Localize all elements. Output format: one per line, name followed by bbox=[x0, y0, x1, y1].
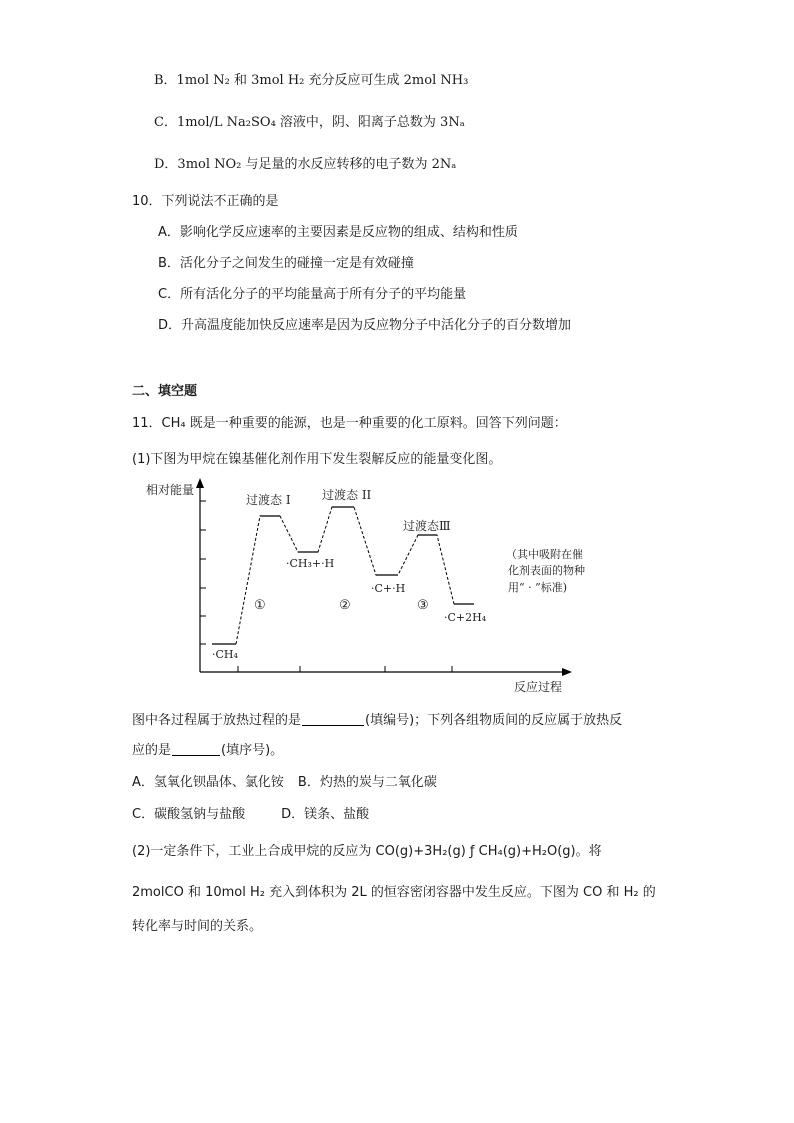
q11-part2-line2: 2molCO 和 10mol H₂ 充入到体积为 2L 的恒容密闭容器中发生反应。下图为 CO 和 H₂ 的 bbox=[132, 885, 656, 900]
q11-part1-question-cont bbox=[132, 742, 283, 760]
choice-b: B．灼热的炭与二氧化碳 bbox=[297, 775, 437, 790]
answer-blank-1[interactable] bbox=[302, 713, 364, 726]
y-ticks bbox=[200, 501, 206, 644]
state3-label: ·C+2H₄ bbox=[444, 611, 487, 624]
y-axis-arrow bbox=[196, 478, 204, 488]
state0-label: ·CH₄ bbox=[212, 648, 238, 661]
q11-choices-row1 bbox=[132, 774, 437, 792]
q10-option-a: A．影响化学反应速率的主要因素是反应物的组成、结构和性质 bbox=[158, 225, 518, 240]
section-title: 二、填空题 bbox=[132, 384, 198, 399]
choice-c: C．碳酸氢钠与盐酸 bbox=[132, 807, 246, 822]
note-line3: 用“ · ”标准) bbox=[508, 581, 568, 594]
ts2-label: 过渡态 II bbox=[322, 488, 372, 502]
state1-label: ·CH₃+·H bbox=[286, 557, 335, 570]
q9-option-c: C．1mol/L Na₂SO₄ 溶液中，阴、阳离子总数为 3Nₐ bbox=[154, 115, 465, 130]
ts1-label: 过渡态 I bbox=[246, 493, 291, 507]
q9-option-d: D．3mol NO₂ 与足量的水反应转移的电子数为 2Nₐ bbox=[154, 157, 457, 172]
q10-option-c: C．所有活化分子的平均能量高于所有分子的平均能量 bbox=[158, 287, 467, 302]
x-axis-label: 反应过程 bbox=[514, 680, 563, 694]
q11-part1-text-d: (填序号)。 bbox=[221, 743, 284, 758]
step1-label: ① bbox=[254, 598, 266, 613]
energy-diagram bbox=[140, 476, 620, 698]
choice-a: A．氢氧化钡晶体、氯化铵 bbox=[132, 775, 284, 790]
q10-option-d: D．升高温度能加快反应速率是因为反应物分子中活化分子的百分数增加 bbox=[158, 318, 572, 333]
ts3-label: 过渡态Ⅲ bbox=[403, 519, 451, 533]
q11-part1-intro: (1)下图为甲烷在镍基催化剂作用下发生裂解反应的能量变化图。 bbox=[132, 452, 502, 467]
q11-part1-text-c: 应的是 bbox=[132, 743, 172, 758]
choice-d: D．镁条、盐酸 bbox=[281, 807, 370, 822]
x-axis-arrow bbox=[562, 668, 572, 676]
q10-option-b: B．活化分子之间发生的碰撞一定是有效碰撞 bbox=[158, 256, 414, 271]
answer-blank-2[interactable] bbox=[172, 743, 220, 756]
q11-part2-line1: (2)一定条件下，工业上合成甲烷的反应为 CO(g)+3H₂(g) ƒ CH₄(g)+H₂O(g)。将 bbox=[132, 844, 602, 859]
q11-part1-question bbox=[132, 712, 622, 730]
state2-label: ·C+·H bbox=[371, 582, 406, 595]
q11-part1-text-a: 图中各过程属于放热过程的是 bbox=[132, 713, 302, 728]
step3-label: ③ bbox=[417, 598, 429, 613]
q11-part1-text-b: (填编号)；下列各组物质间的反应属于放热反 bbox=[365, 713, 623, 728]
step2-label: ② bbox=[339, 598, 351, 613]
q9-option-b: B．1mol N₂ 和 3mol H₂ 充分反应可生成 2mol NH₃ bbox=[154, 73, 469, 88]
y-axis-label: 相对能量 bbox=[146, 483, 195, 497]
q11-stem: 11．CH₄ 既是一种重要的能源，也是一种重要的化工原料。回答下列问题： bbox=[132, 416, 567, 431]
note-line1: （其中吸附在催 bbox=[506, 548, 583, 561]
x-ticks bbox=[238, 666, 452, 672]
note-line2: 化剂表面的物种 bbox=[508, 564, 585, 577]
q11-choices-row2 bbox=[132, 806, 369, 824]
q11-part2-line3: 转化率与时间的关系。 bbox=[132, 919, 263, 934]
q10-stem: 10．下列说法不正确的是 bbox=[132, 194, 279, 209]
